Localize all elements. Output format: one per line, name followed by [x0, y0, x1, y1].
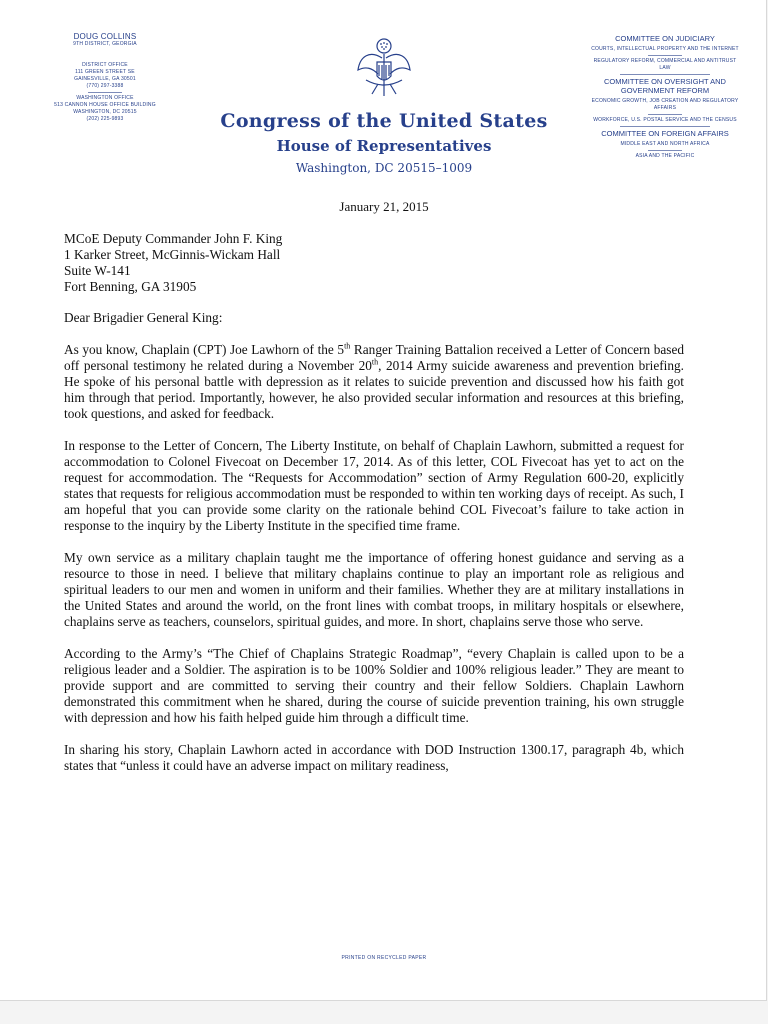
committee-name: COMMITTEE ON JUDICIARY [615, 34, 715, 43]
congress-title: Congress of the United States [220, 110, 548, 132]
eagle-seal-icon [356, 36, 412, 98]
recycled-paper-note: PRINTED ON RECYCLED PAPER [341, 955, 427, 961]
paragraph-1 [64, 342, 684, 422]
letterhead-center [200, 110, 568, 175]
recipient-line: 1 Karker Street, McGinnis-Wickam Hall [64, 247, 281, 262]
washington-address-line: WASHINGTON, DC 20515 [73, 109, 137, 115]
letterhead-right [590, 34, 740, 160]
ordinal-suffix: th [371, 357, 379, 367]
subcommittee: MIDDLE EAST AND NORTH AFRICA [620, 141, 710, 147]
subcommittee: WORKFORCE, U.S. POSTAL SERVICE AND THE CENSUS [593, 117, 737, 123]
subcommittee: COURTS, INTELLECTUAL PROPERTY AND THE INTERNET [591, 46, 739, 52]
washington-line: Washington, DC 20515–1009 [295, 161, 473, 175]
member-name: DOUG COLLINS [73, 32, 137, 41]
ordinal-suffix: th [344, 341, 351, 351]
paragraph-2: In response to the Letter of Concern, The Liberty Institute, on behalf of Chaplain Lawhorn, submitted a request for accommodation to Colonel Fivecoat on December 17, 2014. As of this letter, COL Fivecoat has yet to act on the request for accommodation. The “Requests for Accommodation” section of Army Regulation 600-20, explicitly states that requests for religious accommodation must be responded to within ten working days of receipt. As such, I am hopeful that you can provide some clarity on the rationale behind COL Fivecoat’s failure to take action in response to the inquiry by the Liberty Institute in the specified time frame. [64, 438, 684, 533]
paragraph-text: Ranger Training Battalion received a Letter of Concern based off personal testimony he related during a November 20 [64, 342, 684, 373]
district-phone: (770) 297-3388 [86, 83, 124, 89]
recipient-address [64, 231, 684, 295]
member-district: 9TH DISTRICT, GEORGIA [73, 41, 137, 47]
letterhead-left [20, 32, 190, 123]
divider [620, 74, 710, 75]
subcommittee: ASIA AND THE PACIFIC [635, 153, 695, 159]
letter-body [64, 231, 684, 774]
divider [648, 114, 682, 115]
house-title: House of Representatives [276, 137, 492, 155]
subcommittee: ECONOMIC GROWTH, JOB CREATION AND REGULATORY AFFAIRS [591, 98, 739, 111]
district-address-line: 111 GREEN STREET SE [75, 69, 135, 75]
district-office-label: DISTRICT OFFICE [82, 62, 128, 68]
committee-name: COMMITTEE ON FOREIGN AFFAIRS [601, 129, 729, 138]
recipient-line: Suite W-141 [64, 263, 131, 278]
recipient-line: Fort Benning, GA 31905 [64, 279, 197, 294]
washington-office-label: WASHINGTON OFFICE [76, 95, 134, 101]
paragraph-text: , 2014 Army suicide awareness and prevention briefing. He spoke of his personal battle with depression as it relates to suicide prevention and discussed how his faith got him through that period. Importantly, however, he also provided secular information and resources at this briefing, took questions, and asked for feedback. [64, 358, 684, 421]
divider [88, 92, 122, 93]
district-address-line: GAINESVILLE, GA 30501 [74, 76, 136, 82]
letter-date: January 21, 2015 [339, 199, 429, 214]
recipient-line: MCoE Deputy Commander John F. King [64, 231, 283, 246]
paragraph-3: My own service as a military chaplain taught me the importance of offering honest guidance and serving as a resource to those in need. I believe that military chaplains continue to play an important role as religious and spiritual leaders to our men and women in uniform and their families. Whether they are at military installations in the United States and around the world, on the front lines with combat troops, in military hospitals or elsewhere, chaplains serve as teachers, counselors, spiritual guides, and more. In short, chaplains serve those who serve. [64, 550, 684, 629]
divider [648, 150, 682, 151]
paragraph-5: In sharing his story, Chaplain Lawhorn acted in accordance with DOD Instruction 1300.17, paragraph 4b, which states that “unless it could have an adverse impact on military readiness, [64, 742, 684, 773]
washington-address-line: 513 CANNON HOUSE OFFICE BUILDING [54, 102, 156, 108]
salutation: Dear Brigadier General King: [64, 310, 223, 325]
divider [620, 126, 710, 127]
subcommittee: REGULATORY REFORM, COMMERCIAL AND ANTITRUST LAW [593, 58, 737, 71]
divider [648, 55, 682, 56]
washington-phone: (202) 225-9893 [86, 116, 124, 122]
committee-name: COMMITTEE ON OVERSIGHT AND GOVERNMENT REFORM [604, 77, 726, 95]
paragraph-text: As you know, Chaplain (CPT) Joe Lawhorn of the 5 [64, 342, 345, 357]
paragraph-4: According to the Army’s “The Chief of Chaplains Strategic Roadmap”, “every Chaplain is called upon to be a religious leader and a Soldier. The aspiration is to be 100% Soldier and 100% religious leader.” They are meant to provide support and are committed to serving their country and their fellow Soldiers. Chaplain Lawhorn demonstrated this commitment when he shared, during the course of suicide prevention training, his own struggle with depression and how his faith helped guide him through a difficult time. [64, 646, 684, 725]
